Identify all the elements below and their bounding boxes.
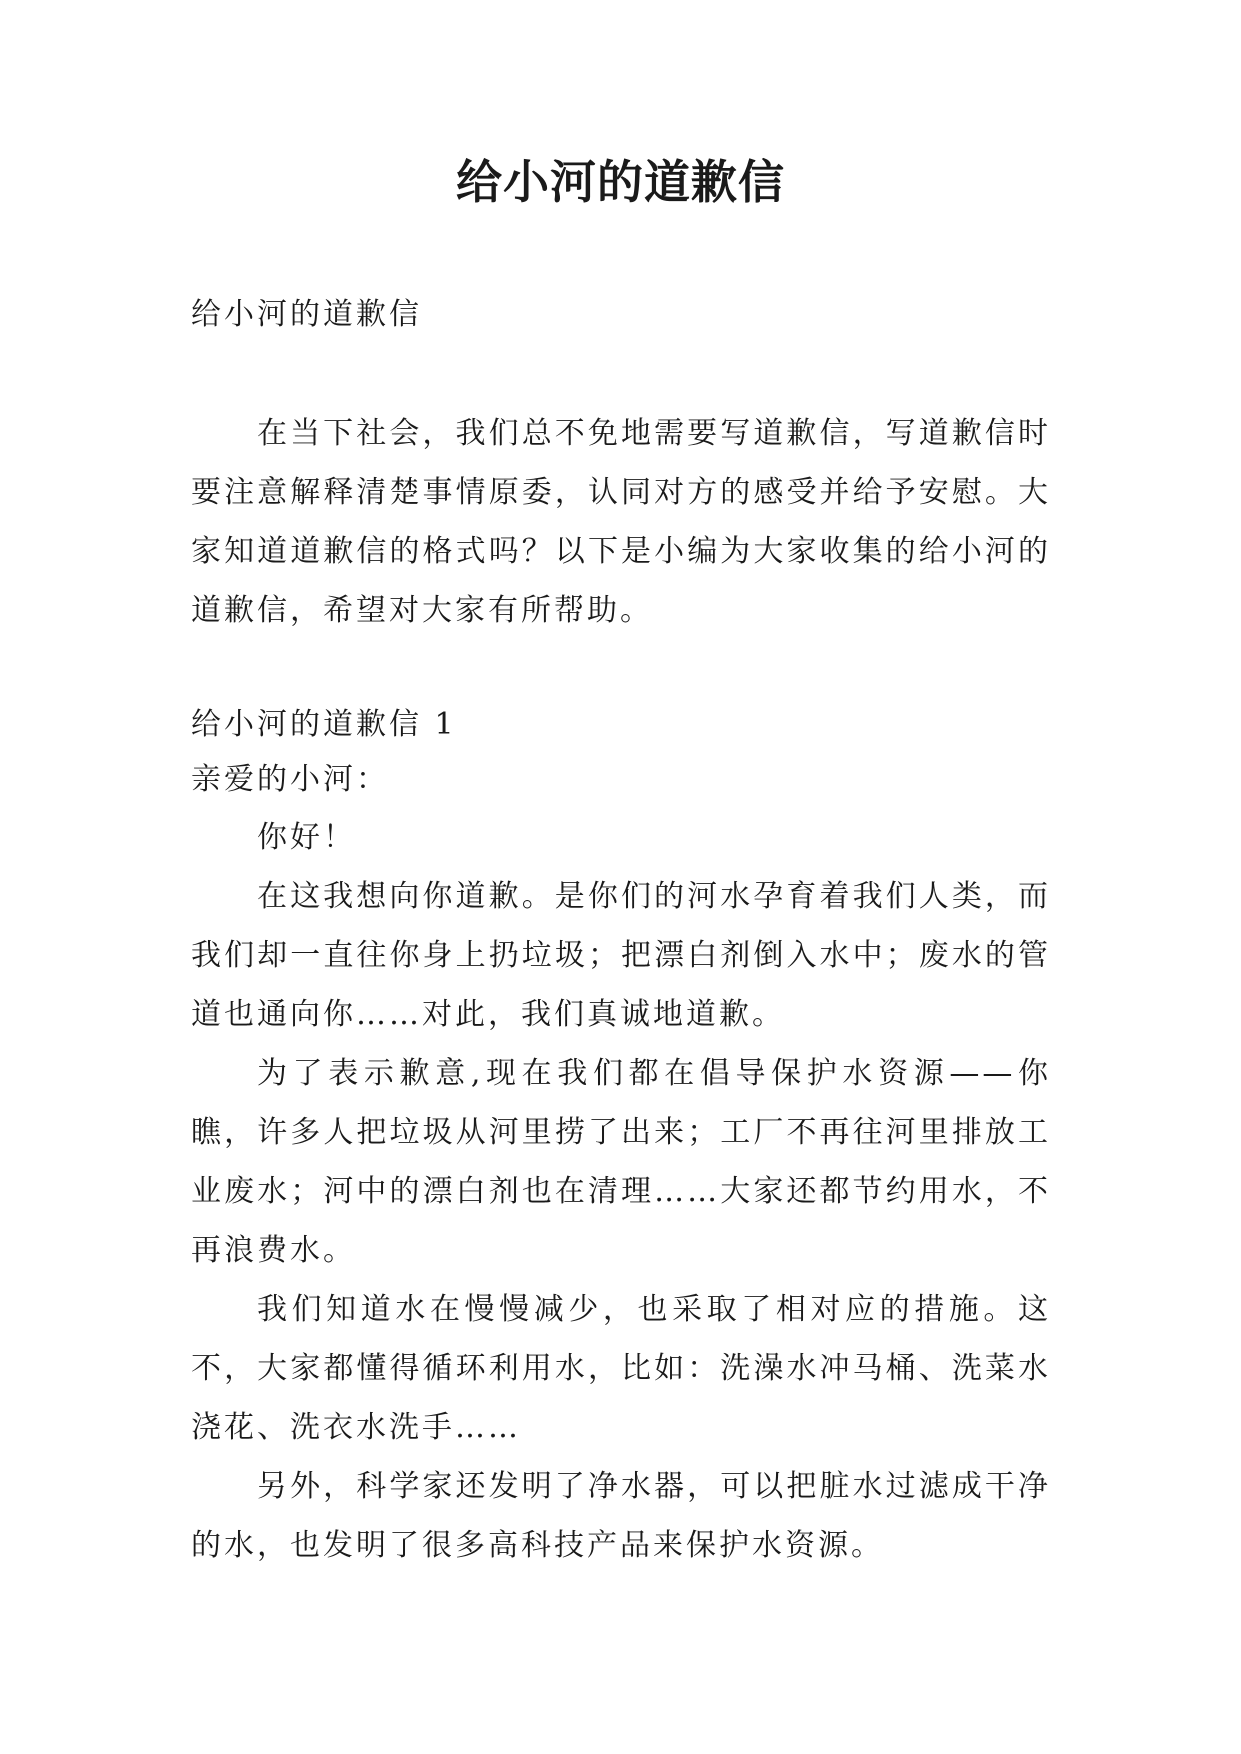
letter-salutation: 亲爱的小河： [191, 762, 389, 797]
letter-paragraph: 为了表示歉意,现在我们都在倡导保护水资源——你瞧，许多人把垃圾从河里捞了出来；工厂不再往河里排放工业废水；河中的漂白剂也在清理……大家还都节约用水，不再浪费水。 [191, 1056, 1051, 1268]
document-subtitle: 给小河的道歉信 [191, 297, 422, 332]
intro-paragraph: 在当下社会，我们总不免地需要写道歉信，写道歉信时要注意解释清楚事情原委，认同对方的感受并给予安慰。大家知道道歉信的格式吗？以下是小编为大家收集的给小河的道歉信，希望对大家有所帮助。 [191, 416, 1051, 628]
page-title: 给小河的道歉信 [456, 155, 785, 209]
letter-heading: 给小河的道歉信 1 [191, 707, 457, 742]
letter-paragraph: 我们知道水在慢慢减少，也采取了相对应的措施。这不，大家都懂得循环利用水，比如：洗澡水冲马桶、洗菜水浇花、洗衣水洗手…… [191, 1292, 1051, 1445]
letter-paragraph: 另外，科学家还发明了净水器，可以把脏水过滤成干净的水，也发明了很多高科技产品来保护水资源。 [191, 1469, 1051, 1563]
letter-paragraph: 在这我想向你道歉。是你们的河水孕育着我们人类，而我们却一直往你身上扔垃圾；把漂白剂倒入水中；废水的管道也通向你……对此，我们真诚地道歉。 [191, 879, 1051, 1032]
letter-greeting: 你好！ [257, 820, 356, 855]
letter-body [191, 752, 1051, 1575]
